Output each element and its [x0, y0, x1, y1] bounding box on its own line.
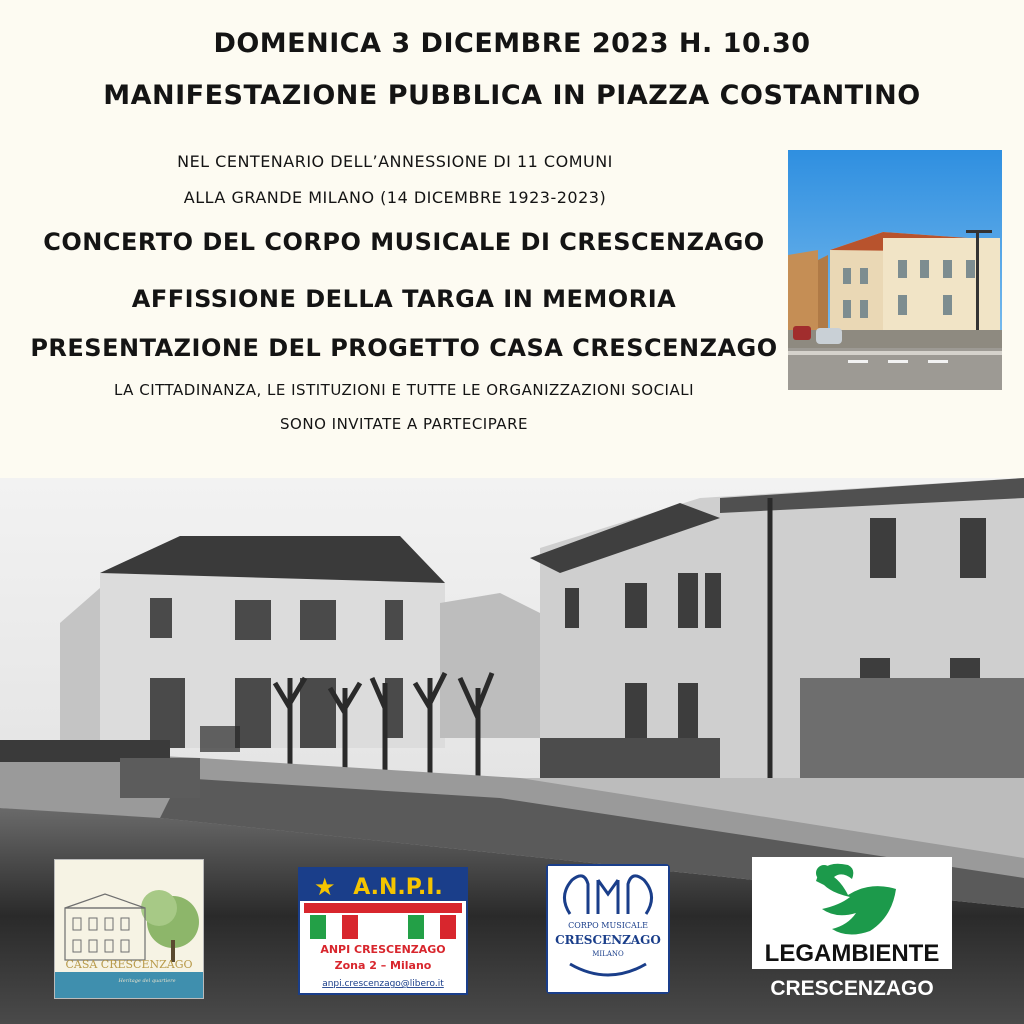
modern-building-photo	[788, 150, 1002, 390]
centenary-line-2: ALLA GRANDE MILANO (14 DICEMBRE 1923-2023)	[183, 188, 607, 207]
header-area	[0, 0, 1024, 478]
event-date: DOMENICA 3 DICEMBRE 2023 H. 10.30	[213, 28, 811, 59]
event-location: MANIFESTAZIONE PUBBLICA IN PIAZZA COSTANTINO	[103, 80, 921, 111]
corpo-label: CORPO MUSICALE	[568, 921, 648, 930]
program-concert: CONCERTO DEL CORPO MUSICALE DI CRESCENZAGO	[43, 228, 765, 256]
anpi-logo	[298, 867, 468, 995]
corpo-city: MILANO	[592, 950, 624, 958]
program-project: PRESENTAZIONE DEL PROGETTO CASA CRESCENZAGO	[30, 334, 778, 362]
program-plaque: AFFISSIONE DELLA TARGA IN MEMORIA	[131, 285, 677, 313]
invitation-line-2: SONO INVITATE A PARTECIPARE	[280, 415, 528, 433]
anpi-email: anpi.crescenzago@libero.it	[322, 979, 444, 989]
casa-logo-tagline: Heritage del quartiere	[118, 978, 176, 984]
centenary-line-1: NEL CENTENARIO DELL’ANNESSIONE DI 11 COMUNI	[177, 152, 613, 171]
casa-logo-name: CASA CRESCENZAGO	[65, 958, 193, 971]
corpo-name: CRESCENZAGO	[555, 933, 661, 947]
legambiente-place: CRESCENZAGO	[770, 977, 934, 1000]
legambiente-name: LEGAMBIENTE	[764, 940, 940, 967]
invitation-line-1: LA CITTADINANZA, LE ISTITUZIONI E TUTTE LE ORGANIZZAZIONI SOCIALI	[113, 381, 695, 399]
anpi-title: A.N.P.I.	[353, 875, 443, 900]
legambiente-logo	[752, 857, 952, 1001]
anpi-name: ANPI CRESCENZAGO	[320, 943, 446, 956]
casa-crescenzago-logo	[54, 859, 204, 999]
corpo-musicale-logo	[546, 864, 670, 994]
svg-text:★: ★	[314, 873, 336, 901]
anpi-zone: Zona 2 – Milano	[334, 959, 432, 972]
